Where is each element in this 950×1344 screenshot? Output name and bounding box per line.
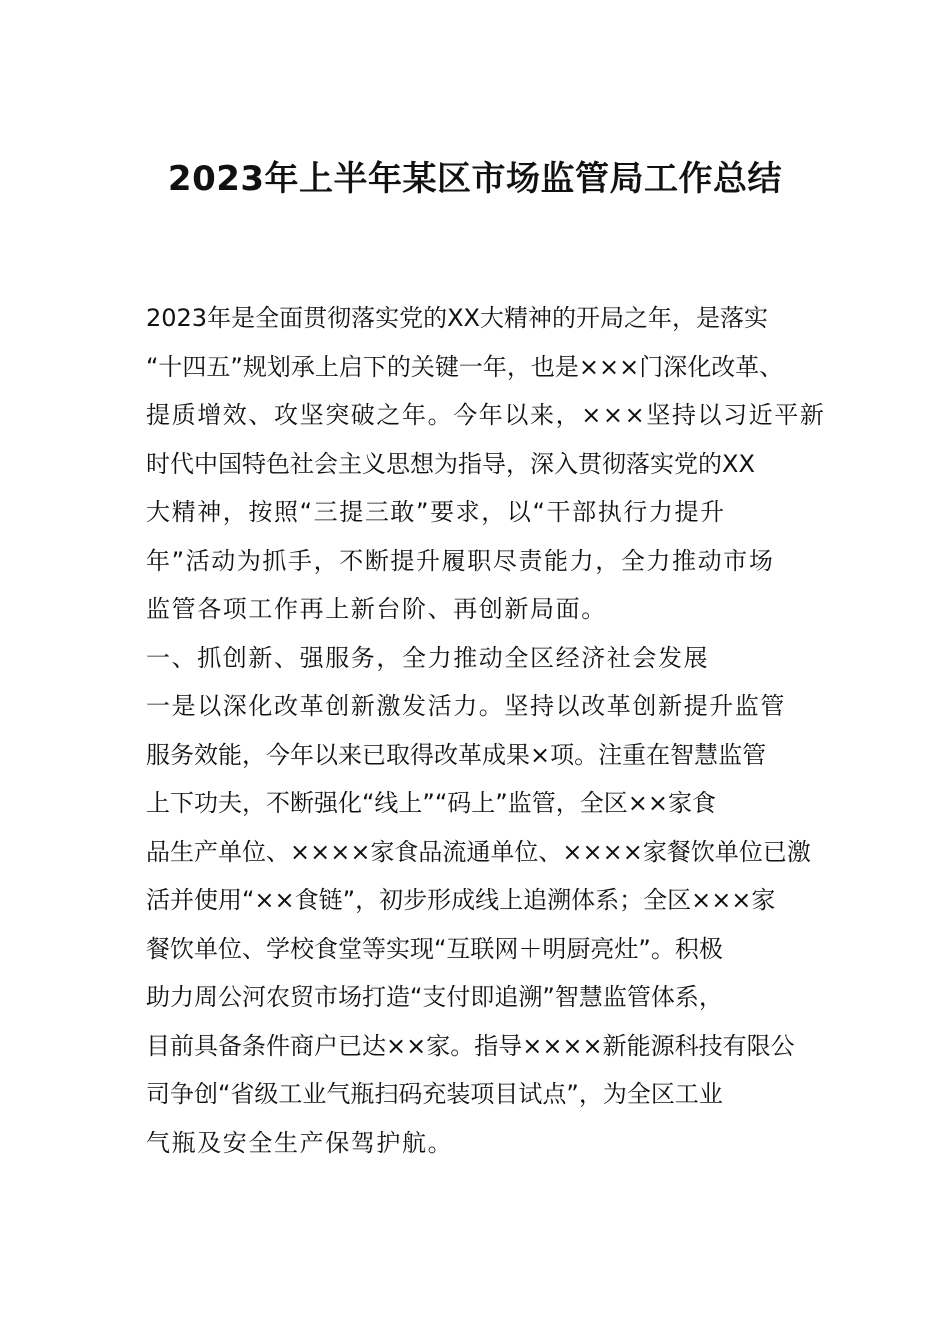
paragraph-line-9: 司争创“省级工业气瓶扫码充装项目试点”，为全区工业: [146, 1080, 723, 1108]
paragraph-line-4: 品生产单位、××××家食品流通单位、××××家餐饮单位已激: [146, 837, 811, 866]
intro-line-7: 监管各项工作再上新台阶、再创新局面。: [146, 595, 607, 623]
paragraph-line-7: 助力周公河农贸市场打造“支付即追溯”智慧监管体系，: [146, 983, 723, 1011]
intro-line-5: 大精神，按照“三提三敢”要求，以“干部执行力提升: [146, 498, 726, 526]
document-title: 2023年上半年某区市场监管局工作总结: [167, 159, 783, 199]
paragraph-line-3: 上下功夫，不断强化“线上”“码上”监管，全区××家食: [146, 789, 716, 817]
paragraph-line-5: 活并使用“××食链”，初步形成线上追溯体系；全区×××家: [146, 886, 776, 914]
paragraph-line-6: 餐饮单位、学校食堂等实现“互联网＋明厨亮灶”。积极: [146, 934, 723, 963]
paragraph-line-8: 目前具备条件商户已达××家。指导××××新能源科技有限公: [146, 1031, 795, 1060]
paragraph-line-10: 气瓶及安全生产保驾护航。: [146, 1128, 454, 1157]
paragraph-line-1: 一是以深化改革创新激发活力。坚持以改革创新提升监管: [146, 692, 786, 720]
section-heading-1: 一、抓创新、强服务，全力推动全区经济社会发展: [146, 643, 710, 672]
intro-line-2: “十四五”规划承上启下的关键一年，也是×××门深化改革、: [146, 352, 784, 381]
intro-line-3: 提质增效、攻坚突破之年。今年以来，×××坚持以习近平新: [146, 401, 826, 429]
intro-line-1: 2023年是全面贯彻落实党的XX大精神的开局之年，是落实: [146, 304, 768, 332]
paragraph-line-2: 服务效能，今年以来已取得改革成果×项。注重在智慧监管: [146, 740, 767, 769]
intro-line-4: 时代中国特色社会主义思想为指导，深入贯彻落实党的XX: [146, 449, 755, 478]
intro-line-6: 年”活动为抓手，不断提升履职尽责能力，全力推动市场: [146, 546, 775, 575]
document-body: [146, 294, 826, 1167]
